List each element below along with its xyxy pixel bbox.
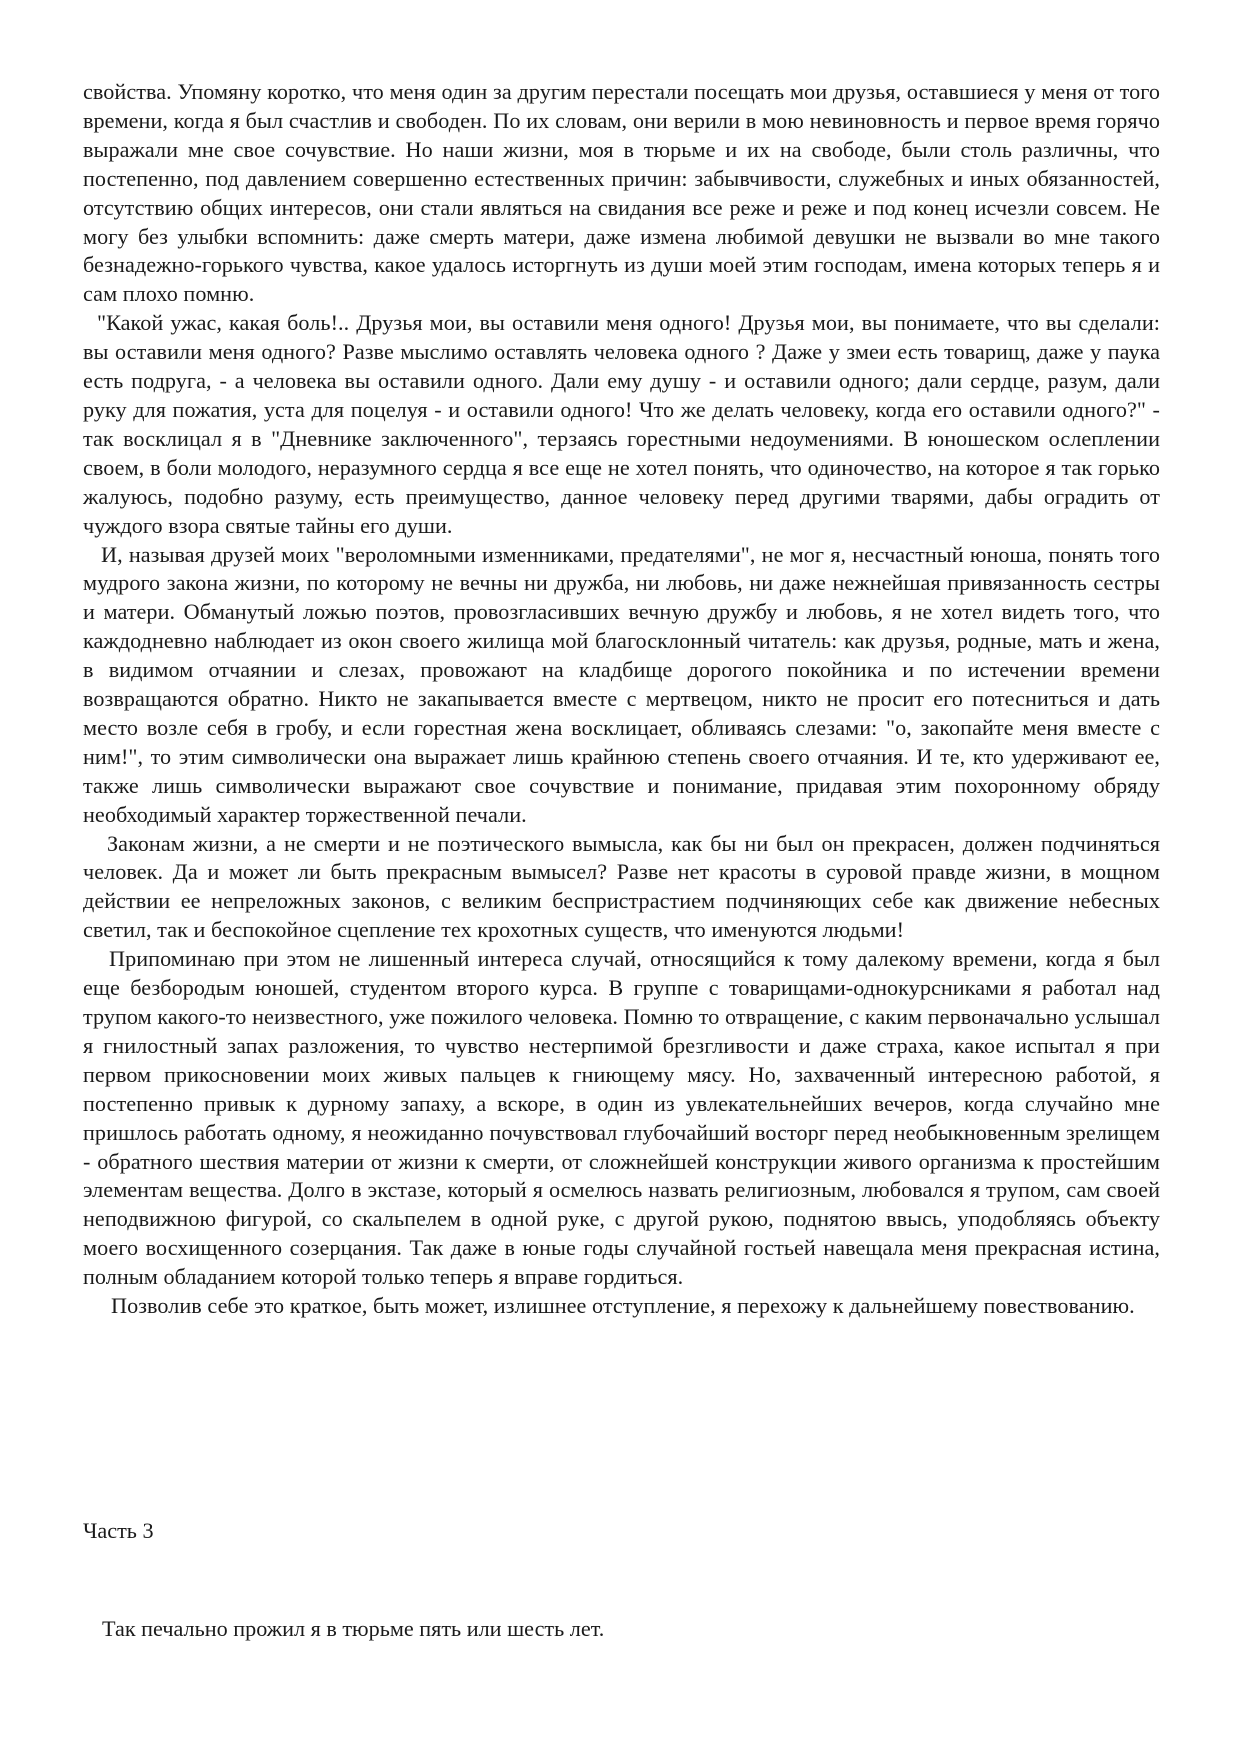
paragraph-5: Припоминаю при этом не лишенный интереса случай, относящийся к тому далекому времени, когда я был еще безбородым юношей, студентом второго курса. В группе с товарищами-однокурсниками я работал над трупом какого-то неизвестного, уже пожилого человека. Помню то отвращение, с каким первоначально услышал я гнилостный запах разложения, то чувство нестерпимой брезгливости и даже страха, какое испытал я при первом прикосновении моих живых пальцев к гниющему мясу. Но, захваченный интересною работой, я постепенно привык к дурному запаху, а вскоре, в один из увлекательнейших вечеров, когда случайно мне пришлось работать одному, я неожиданно почувствовал глубочайший восторг перед необыкновенным зрелищем - обратного шествия материи от жизни к смерти, от сложнейшей конструкции живого организма к простейшим элементам вещества. Долго в экстазе, который я осмелюсь назвать религиозным, любовался я трупом, сам своей неподвижною фигурой, со скальпелем в одной руке, с другой рукою, поднятою ввысь, уподобляясь объекту моего восхищенного созерцания. Так даже в юные годы случайной гостьей навещала меня прекрасная истина, полным обладанием которой только теперь я вправе гордиться. xyxy=(83,946,1160,1290)
paragraph-6: Позволив себе это краткое, быть может, излишнее отступление, я перехожу к дальнейшему повествованию. xyxy=(111,1293,1135,1319)
closing-line: Так печально прожил я в тюрьме пять или шесть лет. xyxy=(102,1616,605,1641)
section-heading: Часть 3 xyxy=(83,1518,154,1543)
paragraph-3: И, называя друзей моих "вероломными изменниками, предателями", не мог я, несчастный юноша, понять того мудрого закона жизни, по которому не вечны ни дружба, ни любовь, ни даже нежнейшая привязанность сестры и матери. Обманутый ложью поэтов, провозгласивших вечную дружбу и любовь, я не хотел видеть того, что каждодневно наблюдает из окон своего жилища мой благосклонный читатель: как друзья, родные, мать и жена, в видимом отчаянии и слезах, провожают на кладбище дорогого покойника и по истечении времени возвращаются обратно. Никто не закапывается вместе с мертвецом, никто не просит его потесниться и дать место возле себя в гробу, и если горестная жена восклицает, обливаясь слезами: "о, закопайте меня вместе с ним!", то этим символически она выражает лишь крайнюю степень своего отчаяния. И те, кто удерживают ее, также лишь символически выражают свое сочувствие и понимание, придавая этим похоронному обряду необходимый характер торжественной печали. xyxy=(83,541,1160,827)
paragraph-1: свойства. Упомяну коротко, что меня один за другим перестали посещать мои друзья, оставшиеся у меня от того времени, когда я был счастлив и свободен. По их словам, они верили в мою невиновность и первое время горячо выражали мне свое сочувствие. Но наши жизни, моя в тюрьме и их на свободе, были столь различны, что постепенно, под давлением совершенно естественных причин: забывчивости, служебных и иных обязанностей, отсутствию общих интересов, они стали являться на свидания все реже и реже и под конец исчезли совсем. Не могу без улыбки вспомнить: даже смерть матери, даже измена любимой девушки не вызвали во мне такого безнадежно-горького чувства, какое удалось исторгнуть из души моей этим господам, имена которых теперь я и сам плохо помню. xyxy=(83,79,1160,307)
body-text xyxy=(83,78,1160,1321)
paragraph-2: "Какой ужас, какая боль!.. Друзья мои, вы оставили меня одного! Друзья мои, вы понимаете, что вы сделали: вы оставили меня одного? Разве мыслимо оставлять человека одного ? Даже у змеи есть товарищ, даже у паука есть подруга, - а человека вы оставили одного. Дали ему душу - и оставили одного; дали сердце, разум, дали руку для пожатия, уста для поцелуя - и оставили одного! Что же делать человеку, когда его оставили одного?" - так восклицал я в "Дневнике заключенного", терзаясь горестными недоумениями. В юношеском ослеплении своем, в боли молодого, неразумного сердца я все еще не хотел понять, что одиночество, на которое я так горько жалуюсь, подобно разуму, есть преимущество, данное человеку перед другими тварями, дабы оградить от чуждого взора святые тайны его души. xyxy=(83,310,1160,538)
paragraph-4: Законам жизни, а не смерти и не поэтического вымысла, как бы ни был он прекрасен, должен подчиняться человек. Да и может ли быть прекрасным вымысел? Разве нет красоты в суровой правде жизни, в мощном действии ее непреложных законов, с великим беспристрастием подчиняющих себе как движение небесных светил, так и беспокойное сцепление тех крохотных существ, что именуются людьми! xyxy=(83,830,1160,943)
